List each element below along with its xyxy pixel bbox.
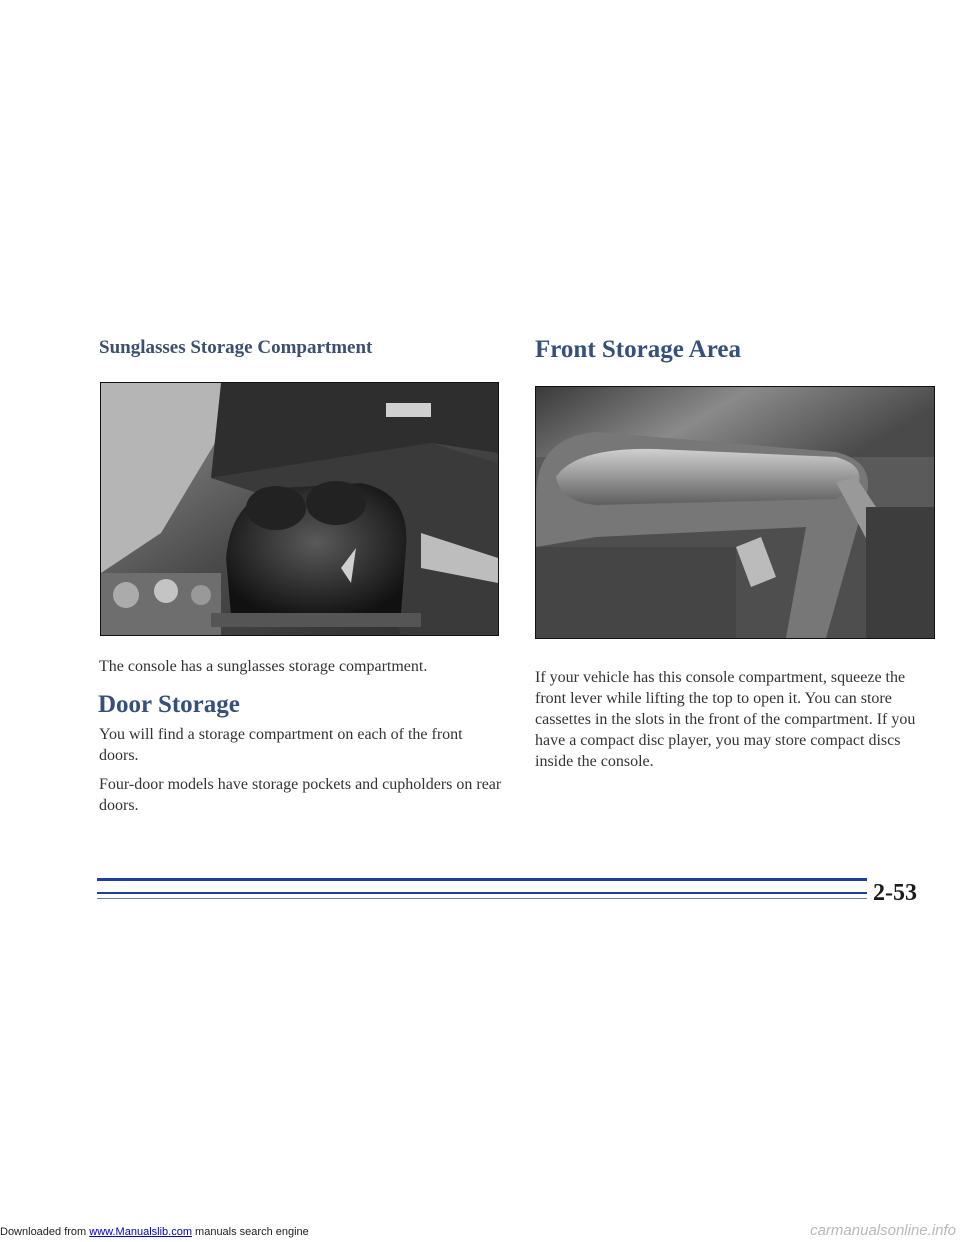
sunglasses-description: The console has a sunglasses storage compartment. [99,658,428,675]
front-storage-heading: Front Storage Area [535,336,741,363]
footer-text [0,1226,309,1238]
door-storage-paragraph-2: Four-door models have storage pockets and cupholders on rear doors. [99,776,502,814]
watermark: carmanualsonline.info [810,1222,956,1239]
footer-rule-thin [97,898,867,899]
sunglasses-compartment-photo [100,382,499,636]
front-storage-console-photo [535,386,935,639]
door-storage-paragraph-1: You will find a storage compartment on each of the front doors. [99,726,463,764]
footer-rule-medium [97,892,867,894]
page-number: 2-53 [873,880,917,906]
download-footer [0,1222,960,1242]
front-storage-description: If your vehicle has this console compartment, squeeze the front lever while lifting the top to open it. You can store cassettes in the slots in the front of the compartment. If you have a compact disc player, you may store compact discs inside the console. [535,669,916,770]
sunglasses-heading: Sunglasses Storage Compartment [99,337,373,358]
footer-prefix: Downloaded from [0,1226,90,1238]
footer-rule-thick [97,878,867,881]
footer-suffix: manuals search engine [191,1226,309,1238]
door-storage-heading: Door Storage [98,691,240,718]
manualslib-link[interactable]: www.Manualslib.com [89,1226,192,1238]
